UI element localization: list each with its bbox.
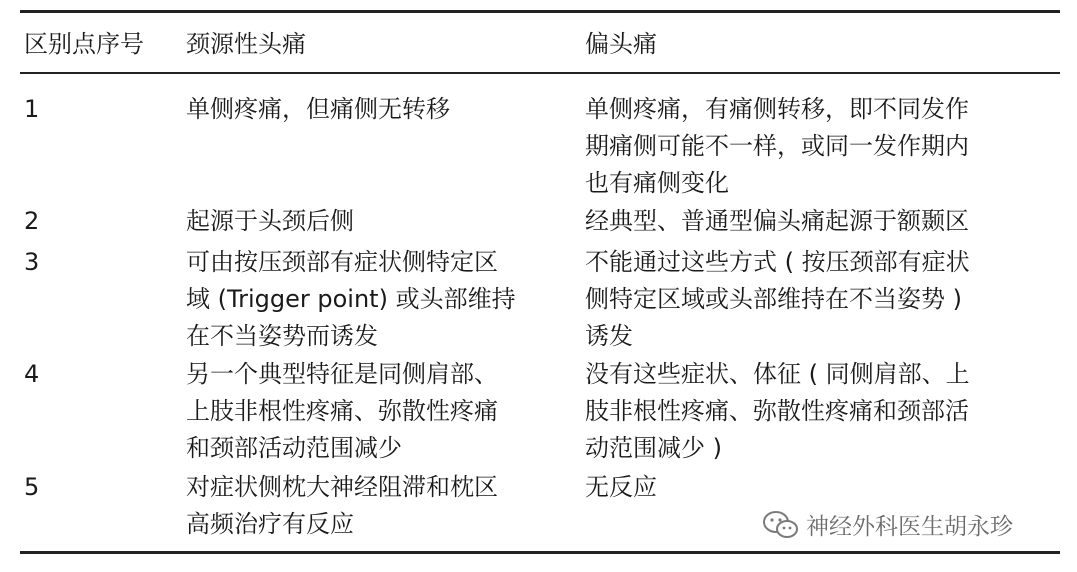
- row-5-cervicogenic: 对症状侧枕大神经阻滞和枕区 高频治疗有反应: [186, 473, 498, 538]
- row-3-index: 3: [24, 248, 40, 276]
- table-header-rule: [20, 72, 1060, 74]
- wechat-icon: [762, 510, 800, 540]
- row-4-cervicogenic: 另一个典型特征是同侧肩部、 上肢非根性疼痛、弥散性疼痛 和颈部活动范围减少: [186, 360, 498, 462]
- row-5-migraine: 无反应: [585, 473, 657, 501]
- row-2-migraine: 经典型、普通型偏头痛起源于额颞区: [585, 207, 969, 235]
- row-4-migraine: 没有这些症状、体征 ( 同侧肩部、上 肢非根性疼痛、弥散性疼痛和颈部活 动范围减少 ): [585, 360, 970, 462]
- watermark-text: 神经外科医生胡永珍: [806, 514, 1013, 540]
- table-bottom-rule: [20, 551, 1060, 554]
- row-3-cervicogenic: 可由按压颈部有症状侧特定区 域 (Trigger point) 或头部维持 在不当姿势而诱发: [186, 248, 516, 350]
- row-4-index: 4: [24, 360, 40, 388]
- row-5-index: 5: [24, 473, 40, 501]
- row-1-index: 1: [24, 95, 40, 123]
- table-top-rule: [20, 10, 1060, 13]
- row-2-index: 2: [24, 207, 40, 235]
- row-1-migraine: 单侧疼痛，有痛侧转移，即不同发作 期痛侧可能不一样，或同一发作期内 也有痛侧变化: [585, 95, 969, 197]
- header-cervicogenic-headache: 颈源性头痛: [186, 30, 306, 58]
- header-migraine: 偏头痛: [585, 30, 657, 58]
- row-2-cervicogenic: 起源于头颈后侧: [186, 207, 354, 235]
- row-1-cervicogenic: 单侧疼痛，但痛侧无转移: [186, 95, 450, 123]
- row-3-migraine: 不能通过这些方式 ( 按压颈部有症状 侧特定区域或头部维持在不当姿势 ) 诱发: [585, 248, 970, 350]
- watermark: [762, 508, 1013, 541]
- header-index: 区别点序号: [24, 30, 144, 58]
